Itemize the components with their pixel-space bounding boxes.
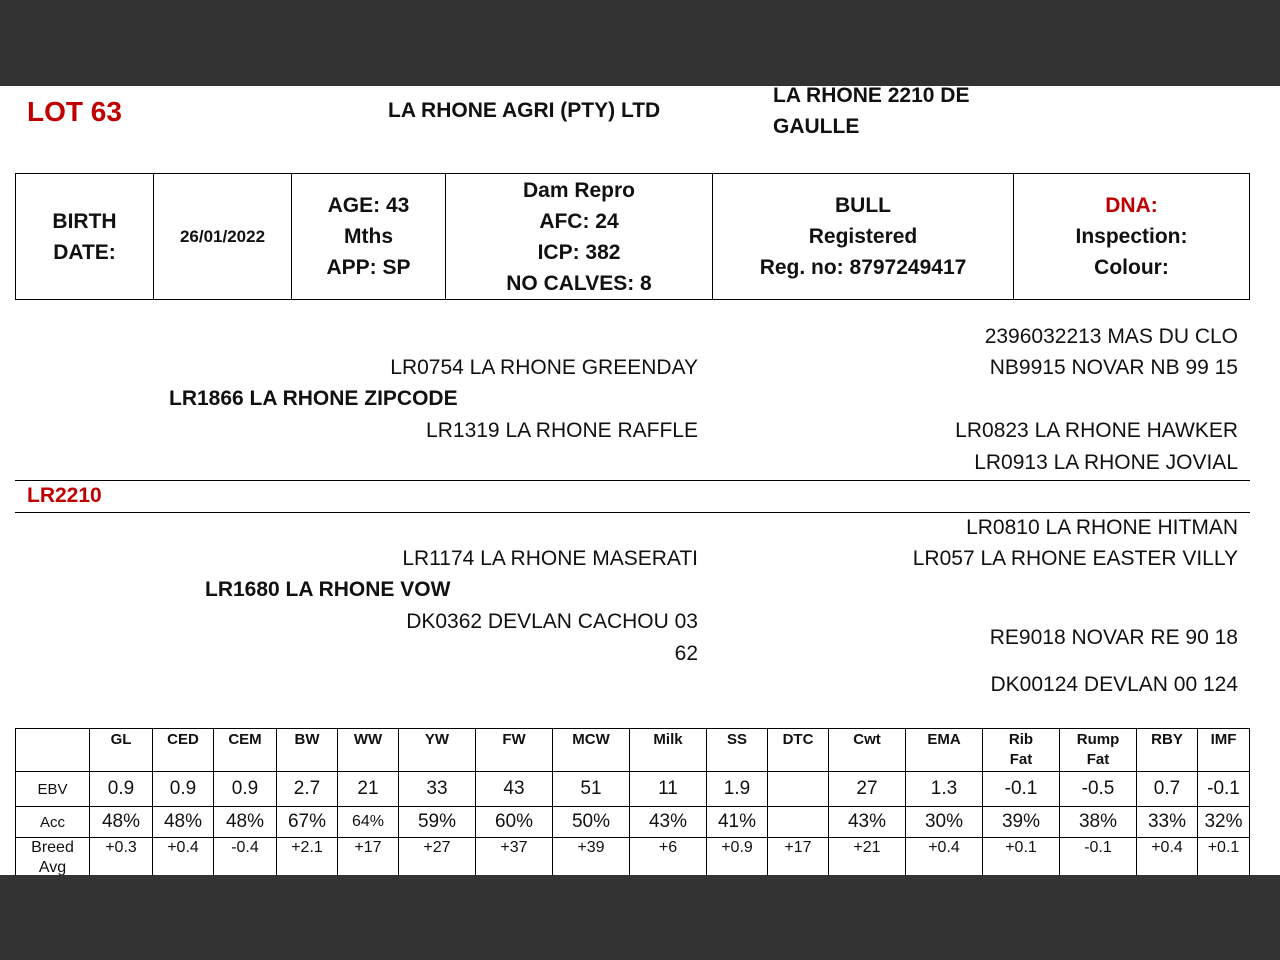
birth-date-label-cell	[16, 174, 154, 300]
table-cell: 43%	[829, 807, 906, 838]
table-cell: +2.1	[277, 838, 338, 876]
col-header	[1198, 729, 1250, 772]
dam-dam-line2: 62	[674, 642, 698, 665]
table-cell: 50%	[553, 807, 630, 838]
col-header	[476, 729, 553, 772]
dam-dam-dam: DK00124 DEVLAN 00 124	[990, 673, 1238, 696]
table-cell: 39%	[983, 807, 1060, 838]
row-label: Acc	[16, 807, 90, 838]
dam-sire: LR1174 LA RHONE MASERATI	[402, 547, 698, 570]
col-header	[906, 729, 983, 772]
sire-dam: LR1319 LA RHONE RAFFLE	[426, 419, 698, 442]
table-cell: 11	[630, 772, 707, 807]
col-header-text: GL	[110, 731, 132, 748]
col-header-text: YW	[424, 731, 450, 748]
table-cell: 43	[476, 772, 553, 807]
col-header	[338, 729, 399, 772]
table-cell: 43%	[630, 807, 707, 838]
lot-page	[0, 86, 1280, 875]
table-cell: 33	[399, 772, 476, 807]
table-cell: 48%	[153, 807, 214, 838]
table-cell: +0.4	[906, 838, 983, 876]
table-cell: +21	[829, 838, 906, 876]
table-cell: -0.5	[1060, 772, 1137, 807]
col-header	[1137, 729, 1198, 772]
table-cell: 1.3	[906, 772, 983, 807]
table-cell: +0.4	[1137, 838, 1198, 876]
afc: AFC: 24	[539, 209, 619, 233]
age: AGE: 43	[327, 194, 410, 217]
row-label: EBV	[16, 772, 90, 807]
table-cell: 38%	[1060, 807, 1137, 838]
table-cell: 48%	[214, 807, 277, 838]
col-header	[153, 729, 214, 772]
ebv-table	[15, 728, 1250, 875]
no-calves: NO CALVES: 8	[506, 271, 652, 295]
col-header-text: RBY	[1151, 731, 1183, 748]
table-cell: 32%	[1198, 807, 1250, 838]
table-cell: 60%	[476, 807, 553, 838]
table-cell: +39	[553, 838, 630, 876]
dam-dam-sire: RE9018 NOVAR RE 90 18	[989, 626, 1238, 649]
table-cell: +6	[630, 838, 707, 876]
col-header	[630, 729, 707, 772]
animal-info-table	[15, 173, 1250, 300]
col-header	[768, 729, 829, 772]
col-header-text-line2: Fat	[1009, 751, 1033, 768]
col-header-text-line2: Fat	[1086, 751, 1110, 768]
table-cell: +0.4	[153, 838, 214, 876]
sire: LR1866 LA RHONE ZIPCODE	[169, 387, 458, 410]
col-header-text: SS	[726, 731, 747, 748]
table-cell: 2.7	[277, 772, 338, 807]
col-header-text: BW	[294, 731, 320, 748]
table-cell: +0.3	[90, 838, 153, 876]
dam-repro-title: Dam Repro	[522, 178, 636, 202]
lot-number: LOT 63	[27, 96, 122, 127]
row-label	[16, 838, 90, 876]
sire-sire: LR0754 LA RHONE GREENDAY	[390, 356, 698, 379]
col-header-text: MCW	[572, 731, 610, 748]
table-cell: 48%	[90, 807, 153, 838]
col-header-text: IMF	[1210, 731, 1237, 748]
registration-number: Reg. no: 8797249417	[759, 256, 967, 279]
inspection-label: Inspection:	[1075, 225, 1188, 248]
col-header-text: FW	[502, 731, 526, 748]
colour-label: Colour:	[1094, 256, 1169, 279]
row-label-line2: Avg	[38, 859, 67, 875]
col-header-text: CED	[167, 731, 199, 748]
registration-status: Registered	[808, 225, 918, 248]
dam: LR1680 LA RHONE VOW	[205, 578, 451, 601]
table-cell: 64%	[338, 807, 399, 838]
dam-sire-dam: LR057 LA RHONE EASTER VILLY	[912, 547, 1238, 570]
sire-dam-sire: LR0823 LA RHONE HAWKER	[955, 419, 1238, 442]
divider-bottom	[15, 512, 1250, 513]
age-unit: Mths	[344, 225, 393, 248]
col-header	[829, 729, 906, 772]
birth-date-value: 26/01/2022	[154, 174, 292, 300]
age-cell	[292, 174, 446, 300]
animal-id: LR2210	[27, 484, 102, 507]
table-cell: 51	[553, 772, 630, 807]
table-cell: 0.9	[153, 772, 214, 807]
row-label-line1: Breed	[31, 839, 74, 856]
col-header	[90, 729, 153, 772]
col-header-text: Rump	[1076, 731, 1120, 748]
appraisal: APP: SP	[326, 256, 411, 279]
animal-name: LA RHONE 2210 DE GAULLE	[773, 86, 970, 138]
col-header	[399, 729, 476, 772]
table-cell: 1.9	[707, 772, 768, 807]
col-header	[707, 729, 768, 772]
col-header-text: WW	[353, 731, 383, 748]
col-header-text: Rib	[1008, 731, 1034, 748]
table-cell: 30%	[906, 807, 983, 838]
table-cell: -0.4	[214, 838, 277, 876]
col-header-text: Milk	[653, 731, 683, 748]
table-cell: -0.1	[983, 772, 1060, 807]
table-cell: 0.9	[90, 772, 153, 807]
table-cell	[768, 807, 829, 838]
birth-label-line1: BIRTH	[52, 209, 117, 233]
col-header-text: Cwt	[853, 731, 881, 748]
dna-label: DNA:	[1105, 194, 1158, 217]
table-cell: +27	[399, 838, 476, 876]
table-cell: 0.9	[214, 772, 277, 807]
col-header	[983, 729, 1060, 772]
birth-label-line2: DATE:	[53, 240, 116, 264]
breed-avg-row	[16, 838, 1250, 876]
company-name: LA RHONE AGRI (PTY) LTD	[388, 99, 661, 122]
table-cell: 27	[829, 772, 906, 807]
col-header	[214, 729, 277, 772]
sire-dam-dam: LR0913 LA RHONE JOVIAL	[974, 451, 1238, 474]
col-header	[1060, 729, 1137, 772]
table-cell: 67%	[277, 807, 338, 838]
sire-sire-dam: NB9915 NOVAR NB 99 15	[989, 356, 1238, 379]
table-cell: 59%	[399, 807, 476, 838]
table-cell: +37	[476, 838, 553, 876]
dam-dam-line1: DK0362 DEVLAN CACHOU 03	[406, 610, 698, 633]
icp: ICP: 382	[537, 240, 621, 264]
dam-repro-cell	[446, 174, 713, 300]
col-header-text: EMA	[927, 731, 961, 748]
dam-sire-sire: LR0810 LA RHONE HITMAN	[966, 516, 1238, 539]
dna-cell	[1014, 174, 1250, 300]
col-header	[553, 729, 630, 772]
corner-cell	[16, 729, 90, 772]
col-header-text: DTC	[782, 731, 814, 748]
table-cell: -0.1	[1198, 772, 1250, 807]
table-cell: +0.1	[983, 838, 1060, 876]
table-cell: 21	[338, 772, 399, 807]
table-cell: +17	[338, 838, 399, 876]
sex: BULL	[835, 194, 891, 217]
acc-row	[16, 807, 1250, 838]
ebv-row	[16, 772, 1250, 807]
sire-sire-sire: 2396032213 MAS DU CLO	[984, 325, 1238, 348]
ebv-header-row	[16, 729, 1250, 772]
table-cell: 0.7	[1137, 772, 1198, 807]
col-header	[277, 729, 338, 772]
col-header-text: CEM	[228, 731, 262, 748]
table-cell: +0.9	[707, 838, 768, 876]
table-cell: 41%	[707, 807, 768, 838]
table-cell: +0.1	[1198, 838, 1250, 876]
table-cell	[768, 772, 829, 807]
table-cell: +17	[768, 838, 829, 876]
table-cell: -0.1	[1060, 838, 1137, 876]
registration-cell	[713, 174, 1014, 300]
table-cell: 33%	[1137, 807, 1198, 838]
divider-top	[15, 480, 1250, 481]
